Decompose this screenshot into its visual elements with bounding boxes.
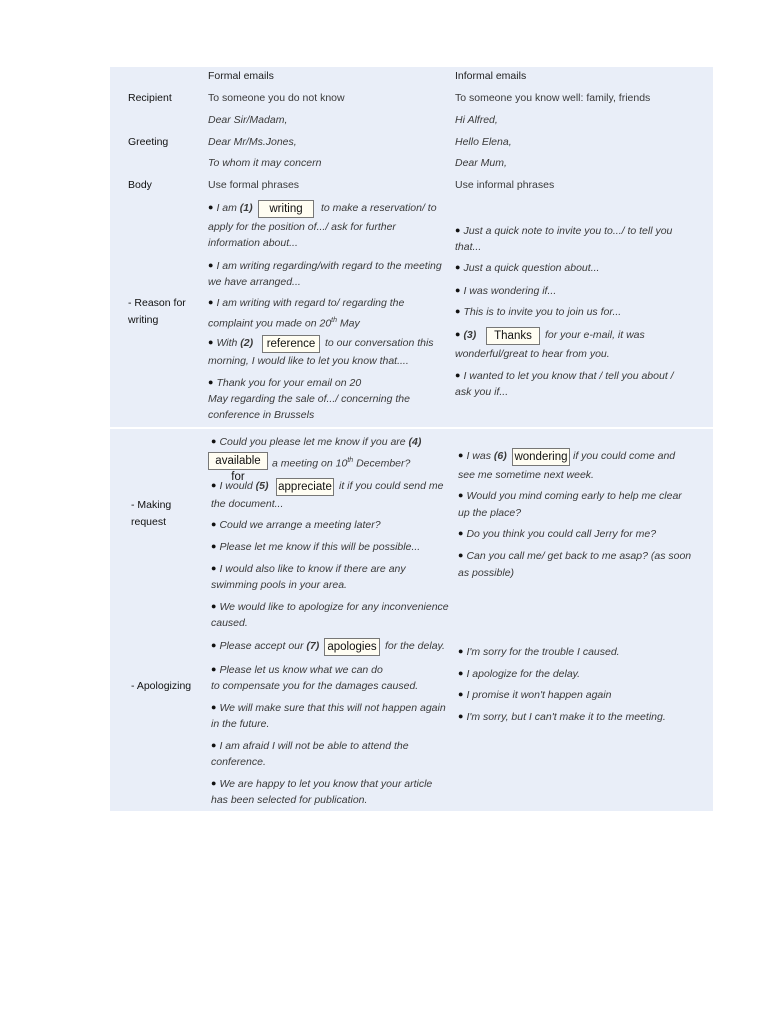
apology-formal-4-line2: in the future. <box>211 718 270 730</box>
request-informal-1-line1: ● I was (6) <box>458 450 507 463</box>
reason-formal-4-rest: to our conversation this <box>325 337 434 349</box>
reason-formal-1-line3: information about... <box>208 237 298 249</box>
row-label-request-1: - Making <box>131 499 172 511</box>
request-formal-2-line1: ● I would (5) <box>211 480 268 493</box>
reason-informal-6-line2: ask you if... <box>455 386 509 398</box>
request-formal-1-line1: ● Could you please let me know if you are (4) <box>211 436 421 449</box>
reason-formal-5-line2: May regarding the sale of.../ concerning the <box>208 393 410 405</box>
apology-formal-5-line1: ● I am afraid I will not be able to attend the <box>211 740 409 753</box>
greeting-formal-1: Dear Sir/Madam, <box>208 114 288 126</box>
greeting-informal-1: Hi Alfred, <box>455 114 498 126</box>
reason-informal-5-rest: for your e-mail, it was <box>545 329 645 341</box>
request-formal-3: ● Could we arrange a meeting later? <box>211 519 381 532</box>
row-label-body: Body <box>128 179 152 191</box>
header-informal: Informal emails <box>455 70 527 82</box>
reason-formal-5-line3: conference in Brussels <box>208 409 315 421</box>
request-formal-2-rest: it if you could send me <box>339 480 444 492</box>
request-informal-2-line1: ● Would you mind coming early to help me clear <box>458 490 682 503</box>
row-label-recipient: Recipient <box>128 92 172 104</box>
body-formal: Use formal phrases <box>208 179 300 191</box>
request-informal-2-line2: up the place? <box>458 507 522 519</box>
reason-informal-5-line1: ● (3) <box>455 329 476 342</box>
answer-5-appreciate: appreciate <box>276 478 334 496</box>
apology-formal-3-line2: to compensate you for the damages caused. <box>211 680 419 692</box>
answer-4-available-for: available for <box>208 452 268 470</box>
greeting-informal-2: Hello Elena, <box>455 136 512 148</box>
apology-formal-3-line1: ● Please let us know what we can do <box>211 664 383 677</box>
greeting-formal-3: To whom it may concern <box>208 157 322 169</box>
answer-1-writing: writing <box>258 200 314 218</box>
reason-formal-4-line1: ● With (2) <box>208 337 253 350</box>
answer-3-thanks: Thanks <box>486 327 540 345</box>
apology-formal-6-line2: has been selected for publication. <box>211 794 368 806</box>
reason-informal-2: ● Just a quick question about... <box>455 262 599 275</box>
reason-formal-1-line2: apply for the position of.../ ask for further <box>208 221 396 233</box>
body-informal: Use informal phrases <box>455 179 555 191</box>
request-informal-3: ● Do you think you could call Jerry for me? <box>458 528 656 541</box>
apology-informal-4: ● I'm sorry, but I can't make it to the meeting. <box>458 711 666 724</box>
reason-formal-4-line2: morning, I would like to let you know that.... <box>208 355 409 367</box>
apology-formal-1-line1: ● We would like to apologize for any inconvenience <box>211 601 449 614</box>
reason-informal-4: ● This is to invite you to join us for... <box>455 306 621 319</box>
greeting-informal-3: Dear Mum, <box>455 157 507 169</box>
apology-formal-2-rest: for the delay. <box>385 640 445 652</box>
request-formal-5-line2: swimming pools in your area. <box>211 579 347 591</box>
reason-informal-5-line2: wonderful/great to hear from you. <box>455 348 610 360</box>
header-formal: Formal emails <box>208 70 274 82</box>
greeting-formal-2: Dear Mr/Ms.Jones, <box>208 136 297 148</box>
reason-formal-1-line1: ● I am (1) <box>208 202 253 215</box>
apology-formal-2-line1: ● Please accept our (7) <box>211 640 319 653</box>
request-formal-1-rest: a meeting on 10th December? <box>272 457 411 470</box>
recipient-informal: To someone you know well: family, friends <box>455 92 651 104</box>
reason-informal-1-line1: ● Just a quick note to invite you to.../ to tell you <box>455 225 672 238</box>
apology-informal-2: ● I apologize for the delay. <box>458 668 580 681</box>
apology-formal-4-line1: ● We will make sure that this will not happen again <box>211 702 446 715</box>
apology-formal-6-line1: ● We are happy to let you know that your article <box>211 778 432 791</box>
answer-6-wondering: wondering <box>512 448 570 466</box>
apology-informal-1: ● I'm sorry for the trouble I caused. <box>458 646 620 659</box>
row-label-reason-1: - Reason for <box>128 297 186 309</box>
request-informal-1-line2: see me sometime next week. <box>458 469 594 481</box>
reason-formal-1-rest: to make a reservation/ to <box>321 202 437 214</box>
request-formal-4: ● Please let me know if this will be possible... <box>211 541 420 554</box>
reason-formal-2-line1: ● I am writing regarding/with regard to the meeting <box>208 260 442 273</box>
recipient-formal: To someone you do not know <box>208 92 345 104</box>
answer-2-reference: reference <box>262 335 320 353</box>
reason-informal-6-line1: ● I wanted to let you know that / tell you about / <box>455 370 674 383</box>
request-informal-1-rest: if you could come and <box>573 450 676 462</box>
reason-formal-3-line1: ● I am writing with regard to/ regarding the <box>208 297 404 310</box>
reason-formal-3-line2: complaint you made on 20th May <box>208 317 360 330</box>
apology-informal-3: ● I promise it won't happen again <box>458 689 611 702</box>
request-informal-4-line2: as possible) <box>458 567 515 579</box>
reason-informal-3: ● I was wondering if... <box>455 285 556 298</box>
row-label-greeting: Greeting <box>128 136 169 148</box>
request-formal-5-line1: ● I would also like to know if there are any <box>211 563 406 576</box>
row-label-request-2: request <box>131 516 167 528</box>
apology-formal-5-line2: conference. <box>211 756 266 768</box>
apology-formal-1-line2: caused. <box>211 617 248 629</box>
reason-formal-2-line2: we have arranged... <box>208 276 301 288</box>
reason-formal-5-line1: ● Thank you for your email on 20 <box>208 377 361 390</box>
request-informal-4-line1: ● Can you call me/ get back to me asap? (as soon <box>458 550 691 563</box>
request-formal-2-line2: the document... <box>211 498 284 510</box>
row-label-apologizing: - Apologizing <box>131 680 192 692</box>
answer-7-apologies: apologies <box>324 638 380 656</box>
row-label-reason-2: writing <box>128 314 159 326</box>
reason-informal-1-line2: that... <box>455 241 482 253</box>
